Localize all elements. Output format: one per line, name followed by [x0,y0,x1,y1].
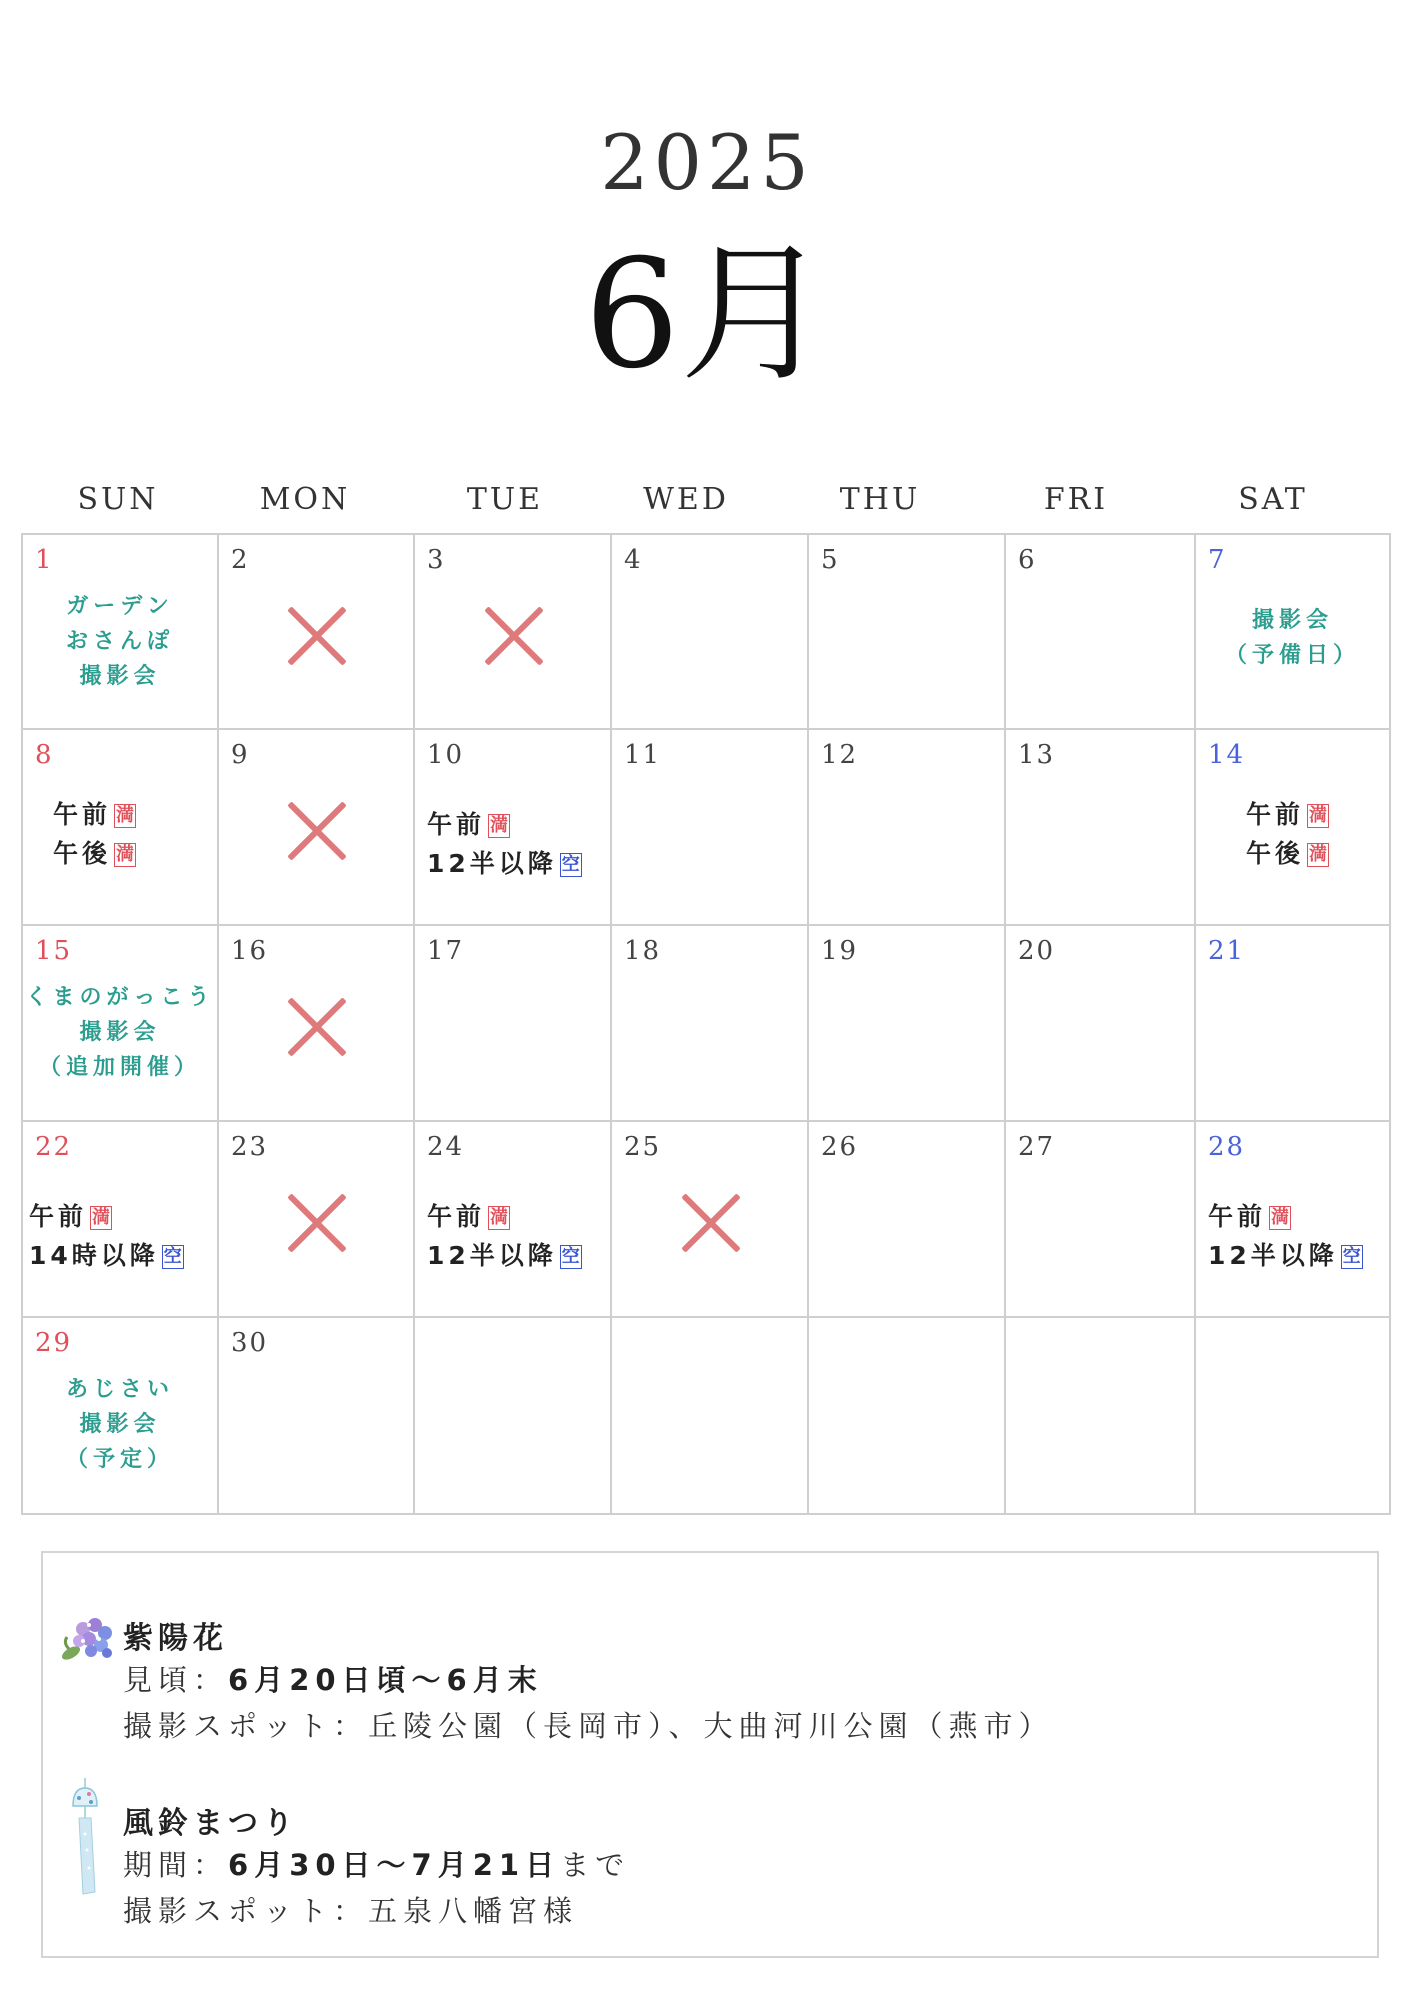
day-cell-3 [415,535,612,730]
available-badge: 空 [163,1246,182,1267]
weekday-label-sat: SAT [1238,482,1308,517]
slot-line [427,844,582,883]
season-label: 見頃： [123,1663,229,1697]
day-cell-17 [415,926,612,1122]
event-line: 撮影会 [79,664,161,689]
event-line: （予定） [65,1447,174,1472]
day-number: 14 [1208,740,1246,770]
event-text [23,980,217,1085]
full-badge: 満 [1309,805,1328,826]
weekday-label-tue: TUE [466,482,544,517]
day-cell-14 [1196,730,1389,926]
slot-line [427,1236,582,1275]
empty-cell [612,1318,809,1513]
availability-slots [1208,1197,1363,1275]
day-number: 30 [231,1328,269,1358]
day-cell-1 [23,535,219,730]
day-cell-16 [219,926,415,1122]
day-cell-18 [612,926,809,1122]
slot-label: 午前 [427,810,486,839]
full-badge: 満 [490,1207,509,1228]
day-cell-25 [612,1122,809,1318]
day-number: 1 [35,545,54,575]
day-number: 17 [427,936,465,966]
full-badge: 満 [1309,844,1328,865]
weekday-header-row [21,482,1391,522]
weekday-label-fri: FRI [1043,482,1109,517]
weekday-label-thu: THU [839,482,921,517]
slot-line [1208,1236,1363,1275]
day-number: 27 [1018,1132,1056,1162]
event-line: （予備日） [1224,643,1360,668]
available-badge: 空 [561,1246,580,1267]
day-cell-5 [809,535,1006,730]
day-number: 13 [1018,740,1056,770]
day-number: 6 [1018,545,1037,575]
availability-slots [1246,795,1329,873]
info-title-wind-chime: 風鈴まつり [123,1806,298,1841]
slot-line [1246,795,1329,834]
season-value: 6月20日頃～6月末 [228,1663,543,1697]
slot-label: 午前 [427,1202,486,1231]
day-cell-23 [219,1122,415,1318]
day-number: 4 [624,545,643,575]
day-cell-28 [1196,1122,1389,1318]
info-line-hydrangea-season [123,1658,543,1699]
day-number: 11 [624,740,662,770]
slot-label: 午前 [53,800,112,829]
full-badge: 満 [490,815,509,836]
month-heading: 6月 [584,228,830,402]
day-cell-27 [1006,1122,1196,1318]
slot-line [29,1236,184,1275]
full-badge: 満 [92,1207,111,1228]
day-number: 3 [427,545,446,575]
slot-line [1208,1197,1363,1236]
day-cell-8 [23,730,219,926]
slot-label: 午前 [1246,800,1305,829]
day-cell-13 [1006,730,1196,926]
day-number: 7 [1208,545,1227,575]
slot-label: 14時以降 [29,1241,159,1270]
weekday-label-mon: MON [259,482,351,517]
calendar-grid [21,533,1391,1515]
day-cell-7 [1196,535,1389,730]
event-line: くまのがっこう [25,985,215,1010]
day-cell-11 [612,730,809,926]
availability-slots [29,1197,184,1275]
day-number: 9 [231,740,250,770]
day-number: 16 [231,936,269,966]
day-cell-30 [219,1318,415,1513]
empty-cell [415,1318,612,1513]
event-line: 撮影会 [79,1020,161,1045]
day-cell-4 [612,535,809,730]
day-number: 24 [427,1132,465,1162]
closed-x-icon [286,1192,348,1254]
day-number: 15 [35,936,73,966]
info-line-hydrangea-spots: 撮影スポット：丘陵公園（長岡市）、大曲河川公園（燕市） [123,1709,1054,1743]
slot-line [53,795,136,834]
day-number: 26 [821,1132,859,1162]
slot-label: 午前 [29,1202,88,1231]
slot-label: 12半以降 [427,849,557,878]
slot-label: 12半以降 [427,1241,557,1270]
day-cell-15 [23,926,219,1122]
availability-slots [53,795,136,873]
event-line: （追加開催） [38,1055,201,1080]
availability-slots [427,805,582,883]
closed-x-icon [483,605,545,667]
day-cell-21 [1196,926,1389,1122]
available-badge: 空 [561,854,580,875]
closed-x-icon [286,605,348,667]
hydrangea-icon [61,1609,119,1667]
day-cell-22 [23,1122,219,1318]
day-cell-2 [219,535,415,730]
info-title-hydrangea: 紫陽花 [123,1621,228,1656]
period-rest: まで [560,1848,631,1882]
day-number: 22 [35,1132,73,1162]
weekday-label-wed: WED [643,482,729,517]
day-cell-24 [415,1122,612,1318]
available-badge: 空 [1342,1246,1361,1267]
day-cell-19 [809,926,1006,1122]
event-text [23,1372,217,1477]
day-number: 2 [231,545,250,575]
availability-slots [427,1197,582,1275]
day-number: 25 [624,1132,662,1162]
period-value: 6月30日～7月21日 [228,1848,561,1882]
day-number: 29 [35,1328,73,1358]
event-text [1196,603,1389,673]
day-number: 28 [1208,1132,1246,1162]
day-cell-9 [219,730,415,926]
day-cell-29 [23,1318,219,1513]
slot-line [427,1197,582,1236]
event-text [23,589,217,694]
day-number: 20 [1018,936,1056,966]
day-cell-6 [1006,535,1196,730]
slot-label: 午後 [53,839,112,868]
event-line: 撮影会 [79,1412,161,1437]
full-badge: 満 [116,805,135,826]
day-number: 21 [1208,936,1246,966]
day-number: 12 [821,740,859,770]
wind-chime-icon [65,1778,105,1898]
day-cell-12 [809,730,1006,926]
closed-x-icon [680,1192,742,1254]
closed-x-icon [286,800,348,862]
closed-x-icon [286,996,348,1058]
slot-line [29,1197,184,1236]
info-box [41,1551,1379,1958]
slot-line [1246,834,1329,873]
event-line: あじさい [65,1377,174,1402]
slot-line [53,834,136,873]
info-line-wind-chime-spot: 撮影スポット：五泉八幡宮様 [123,1894,579,1928]
day-number: 18 [624,936,662,966]
info-line-wind-chime-period [123,1843,630,1884]
empty-cell [1006,1318,1196,1513]
full-badge: 満 [116,844,135,865]
day-cell-10 [415,730,612,926]
empty-cell [809,1318,1006,1513]
day-number: 10 [427,740,465,770]
event-line: 撮影会 [1251,608,1333,633]
day-cell-26 [809,1122,1006,1318]
day-number: 5 [821,545,840,575]
slot-label: 午前 [1208,1202,1267,1231]
slot-label: 12半以降 [1208,1241,1338,1270]
day-number: 23 [231,1132,269,1162]
day-number: 19 [821,936,859,966]
year-heading: 2025 [600,118,814,207]
full-badge: 満 [1271,1207,1290,1228]
weekday-label-sun: SUN [77,482,159,517]
event-line: おさんぽ [65,629,174,654]
slot-label: 午後 [1246,839,1305,868]
empty-cell [1196,1318,1389,1513]
period-label: 期間： [123,1848,229,1882]
day-number: 8 [35,740,54,770]
day-cell-20 [1006,926,1196,1122]
event-line: ガーデン [66,594,174,619]
slot-line [427,805,582,844]
